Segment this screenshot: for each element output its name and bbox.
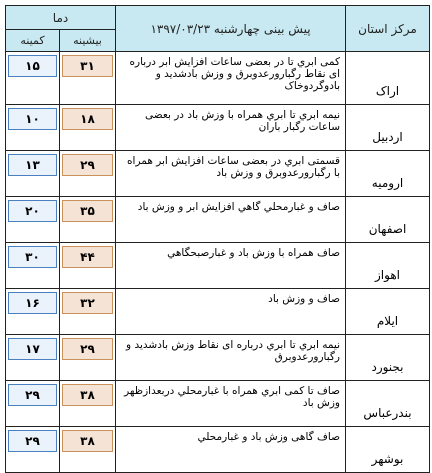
- forecast-description: نیمه ابري تا ابري همراه با وزش باد در بعضی ساعات رگبار باران: [116, 105, 346, 151]
- max-temp: ۳۸: [62, 430, 113, 452]
- max-temp: ۳۱: [62, 55, 113, 77]
- table-row: [6, 427, 430, 473]
- min-temp: ۱۷: [8, 338, 57, 360]
- min-temp: ۱۵: [8, 55, 57, 77]
- table-row: [6, 243, 430, 289]
- table-row: [6, 52, 430, 105]
- min-temp: ۲۹: [8, 430, 57, 452]
- max-temp: ۲۹: [62, 154, 113, 176]
- forecast-header: پیش بینی چهارشنبه ۱۳۹۷/۰۳/۲۳: [116, 6, 346, 52]
- table-row: [6, 151, 430, 197]
- forecast-description: قسمتی ابري در بعضی ساعات افزایش ابر همراه با رگبارورعدوبرق و وزش باد: [116, 151, 346, 197]
- table-row: [6, 335, 430, 381]
- forecast-table-container: [5, 5, 429, 473]
- min-header: کمینه: [6, 30, 60, 52]
- max-temp: ۱۸: [62, 108, 113, 130]
- max-temp: ۲۹: [62, 338, 113, 360]
- header-row: [6, 6, 430, 30]
- table-row: [6, 197, 430, 243]
- max-temp: ۳۲: [62, 292, 113, 314]
- city-name: اراک: [346, 52, 430, 105]
- city-name: اصفهان: [346, 197, 430, 243]
- max-temp: ۴۴: [62, 246, 113, 268]
- temp-header: دما: [6, 6, 116, 30]
- city-name: ارومیه: [346, 151, 430, 197]
- city-name: بندرعباس: [346, 381, 430, 427]
- forecast-description: صاف گاهی وزش باد و غبارمحلي: [116, 427, 346, 473]
- city-name: اهواز: [346, 243, 430, 289]
- city-name: بوشهر: [346, 427, 430, 473]
- forecast-description: صاف تا کمی ابري همراه با غبارمحلي دربعدازظهر وزش باد: [116, 381, 346, 427]
- max-temp: ۳۵: [62, 200, 113, 222]
- min-temp: ۲۹: [8, 384, 57, 406]
- max-header: بیشینه: [60, 30, 116, 52]
- min-temp: ۱۶: [8, 292, 57, 314]
- min-temp: ۱۳: [8, 154, 57, 176]
- min-temp: ۲۰: [8, 200, 57, 222]
- forecast-description: صاف و غبارمحلي گاهي افزايش ابر و وزش باد: [116, 197, 346, 243]
- forecast-description: صاف همراه با وزش باد و غبارصبحگاهي: [116, 243, 346, 289]
- city-name: ایلام: [346, 289, 430, 335]
- city-name: اردبیل: [346, 105, 430, 151]
- city-name: بجنورد: [346, 335, 430, 381]
- forecast-table: [5, 5, 430, 473]
- table-row: [6, 289, 430, 335]
- forecast-description: کمی ابري تا در بعضی ساعات افزایش ابر درباره ای نقاط رگبارورعدوبرق و وزش بادشدید و بادوگردوخاک: [116, 52, 346, 105]
- table-row: [6, 381, 430, 427]
- max-temp: ۳۸: [62, 384, 113, 406]
- table-row: [6, 105, 430, 151]
- min-temp: ۳۰: [8, 246, 57, 268]
- forecast-description: صاف و وزش باد: [116, 289, 346, 335]
- center-header: مرکز استان: [346, 6, 430, 52]
- min-temp: ۱۰: [8, 108, 57, 130]
- forecast-description: نیمه ابري تا ابري درباره ای نقاط وزش بادشدید و رگبارورعدوبرق: [116, 335, 346, 381]
